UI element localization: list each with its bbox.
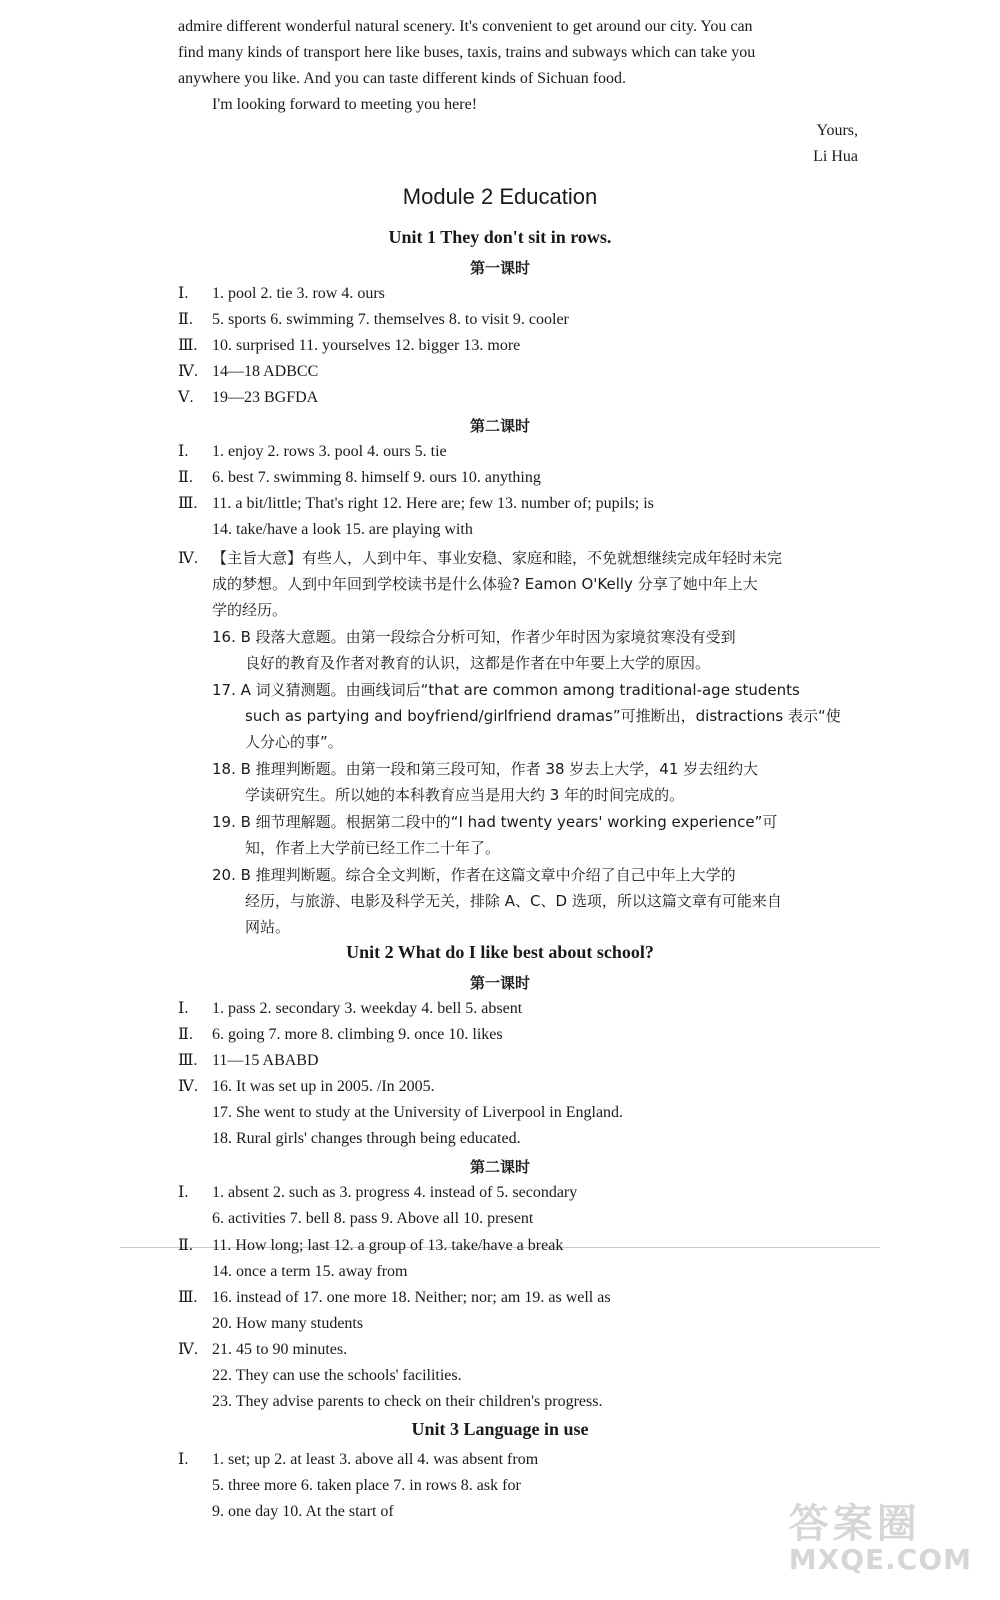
- row-text: 22. They can use the schools' facilities.: [212, 1367, 462, 1384]
- row-label: Ⅰ.: [178, 443, 189, 460]
- summary-text: 学的经历。: [212, 601, 288, 619]
- row-text: 1. pass 2. secondary 3. weekday 4. bell 5. absent: [212, 1000, 523, 1017]
- answer-row: [178, 1048, 870, 1074]
- site-watermark: [789, 1492, 972, 1576]
- row-text: 17. She went to study at the University of Liverpool in England.: [212, 1104, 624, 1121]
- intro-line-1: admire different wonderful natural scenery. It's convenient to get around our city. You can: [178, 18, 753, 35]
- row-label: Ⅰ.: [178, 1184, 189, 1201]
- unit1-lesson2-heading: 第二课时: [469, 417, 530, 435]
- row-label: Ⅰ.: [178, 285, 189, 302]
- row-text: 18. Rural girls' changes through being educated.: [212, 1130, 521, 1147]
- row-label: Ⅰ.: [178, 1451, 189, 1468]
- answer-row: [178, 1180, 870, 1206]
- row-label: Ⅳ.: [178, 550, 198, 567]
- row-text: 6. going 7. more 8. climbing 9. once 10. likes: [212, 1026, 503, 1043]
- unit3-title: Unit 3 Language in use: [411, 1419, 589, 1439]
- answer-row: [178, 307, 870, 333]
- row-text: 1. set; up 2. at least 3. above all 4. was absent from: [212, 1451, 539, 1468]
- row-text: 1. absent 2. such as 3. progress 4. instead of 5. secondary: [212, 1184, 578, 1201]
- unit1-title: Unit 1 They don't sit in rows.: [388, 227, 612, 247]
- answer-row: [178, 359, 870, 385]
- row-text: 9. one day 10. At the start of: [212, 1503, 394, 1520]
- letter-closing: Yours,: [816, 122, 858, 139]
- answer-row: [178, 1022, 870, 1048]
- answer-row: [178, 1206, 870, 1232]
- answer-row: [178, 465, 870, 491]
- explanation-18: 18. B 推理判断题。由第一段和第三段可知，作者 38 岁去上大学，41 岁去纽约大: [212, 760, 759, 778]
- unit2-lesson1-heading: 第一课时: [469, 974, 530, 992]
- unit2-title: Unit 2 What do I like best about school?: [346, 942, 654, 962]
- row-text: 14. once a term 15. away from: [212, 1263, 408, 1280]
- explanation-16: 良好的教育及作者对教育的认识，这都是作者在中年要上大学的原因。: [245, 654, 711, 672]
- row-text: 14—18 ADBCC: [212, 363, 319, 380]
- row-text: 11. a bit/little; That's right 12. Here are; few 13. number of; pupils; is: [212, 495, 654, 512]
- row-text: 11. How long; last 12. a group of 13. take/have a break: [212, 1237, 564, 1254]
- row-text: 10. surprised 11. yourselves 12. bigger 13. more: [212, 337, 521, 354]
- row-text: 6. activities 7. bell 8. pass 9. Above all 10. present: [212, 1210, 534, 1227]
- row-label: Ⅳ.: [178, 1341, 198, 1358]
- explanation-17: 人分心的事”。: [245, 733, 343, 751]
- answer-row: [178, 439, 870, 465]
- intro-line-2: find many kinds of transport here like buses, taxis, trains and subways which can take you: [178, 44, 756, 61]
- explanation-16: 16. B 段落大意题。由第一段综合分析可知，作者少年时因为家境贫寒没有受到: [212, 628, 736, 646]
- row-label: Ⅲ.: [178, 495, 198, 512]
- row-label: Ⅲ.: [178, 1289, 198, 1306]
- watermark-logo-text: 答案圈: [788, 1501, 921, 1547]
- answer-row: [178, 517, 870, 543]
- explanation-17: 17. A 词义猜测题。由画线词后“that are common among traditional-age students: [212, 681, 800, 699]
- answer-row: [178, 385, 870, 411]
- row-text: 1. enjoy 2. rows 3. pool 4. ours 5. tie: [212, 443, 447, 460]
- row-text: 19—23 BGFDA: [212, 389, 319, 406]
- row-label: Ⅱ.: [178, 1237, 193, 1254]
- row-label: Ⅴ.: [178, 389, 194, 406]
- row-text: 5. sports 6. swimming 7. themselves 8. to visit 9. cooler: [212, 311, 569, 328]
- answer-row: [178, 1285, 870, 1311]
- answer-row: [178, 1389, 870, 1415]
- answer-row: [178, 1074, 870, 1100]
- module-title: Module 2 Education: [402, 184, 598, 209]
- answer-row: [178, 1363, 870, 1389]
- explanation-18: 学读研究生。所以她的本科教育应当是用大约 3 年的时间完成的。: [245, 786, 685, 804]
- row-text: 6. best 7. swimming 8. himself 9. ours 10. anything: [212, 469, 541, 486]
- row-label: Ⅱ.: [178, 1026, 193, 1043]
- intro-line-4: I'm looking forward to meeting you here!: [212, 96, 478, 113]
- explanation-19: 知，作者上大学前已经工作二十年了。: [245, 839, 501, 857]
- row-text: 5. three more 6. taken place 7. in rows 8. ask for: [212, 1477, 521, 1494]
- explanation-20: 网站。: [245, 918, 291, 936]
- row-text: 16. instead of 17. one more 18. Neither; nor; am 19. as well as: [212, 1289, 611, 1306]
- answer-row: [178, 1473, 870, 1499]
- row-label: Ⅰ.: [178, 1000, 189, 1017]
- row-text: 23. They advise parents to check on their children's progress.: [212, 1393, 603, 1410]
- row-text: 21. 45 to 90 minutes.: [212, 1341, 348, 1358]
- answer-row: [178, 1499, 870, 1525]
- unit2-lesson2-heading: 第二课时: [469, 1158, 530, 1176]
- row-text: 16. It was set up in 2005. /In 2005.: [212, 1078, 435, 1095]
- unit1-lesson1-heading: 第一课时: [469, 259, 530, 277]
- answer-row: [178, 1233, 870, 1259]
- intro-line-3: anywhere you like. And you can taste different kinds of Sichuan food.: [178, 70, 627, 87]
- explanation-20: 经历，与旅游、电影及科学无关，排除 A、C、D 选项，所以这篇文章有可能来自: [245, 892, 782, 910]
- letter-signature: Li Hua: [813, 148, 858, 165]
- row-label: Ⅳ.: [178, 363, 198, 380]
- row-label: Ⅲ.: [178, 1052, 198, 1069]
- answer-row: [178, 1259, 870, 1285]
- summary-text: 【主旨大意】有些人，人到中年、事业安稳、家庭和睦，不免就想继续完成年轻时未完: [212, 549, 783, 567]
- row-label: Ⅲ.: [178, 337, 198, 354]
- row-text: 11—15 ABABD: [212, 1052, 319, 1069]
- answer-row: [178, 491, 870, 517]
- answer-row: [178, 1311, 870, 1337]
- answer-row: [178, 1100, 870, 1126]
- answer-row: [178, 281, 870, 307]
- row-text: 20. How many students: [212, 1315, 364, 1332]
- explanation-17: such as partying and boyfriend/girlfriend dramas”可推断出，distractions 表示“使: [245, 707, 841, 725]
- answer-row: [178, 996, 870, 1022]
- watermark-url: MXQE.COM: [788, 1543, 972, 1576]
- answer-row: [178, 1337, 870, 1363]
- row-text: 1. pool 2. tie 3. row 4. ours: [212, 285, 385, 302]
- explanation-19: 19. B 细节理解题。根据第二段中的“I had twenty years' working experience”可: [212, 813, 778, 831]
- answer-row: [178, 1126, 870, 1152]
- explanation-20: 20. B 推理判断题。综合全文判断，作者在这篇文章中介绍了自己中年上大学的: [212, 866, 736, 884]
- row-text: 14. take/have a look 15. are playing with: [212, 521, 473, 538]
- answer-row: [178, 333, 870, 359]
- row-label: Ⅳ.: [178, 1078, 198, 1095]
- row-label: Ⅱ.: [178, 311, 193, 328]
- row-label: Ⅱ.: [178, 469, 193, 486]
- passage-summary-line: [178, 545, 870, 572]
- summary-text: 成的梦想。人到中年回到学校读书是什么体验? Eamon O'Kelly 分享了她中年上大: [212, 575, 758, 593]
- answer-row: [178, 1447, 870, 1473]
